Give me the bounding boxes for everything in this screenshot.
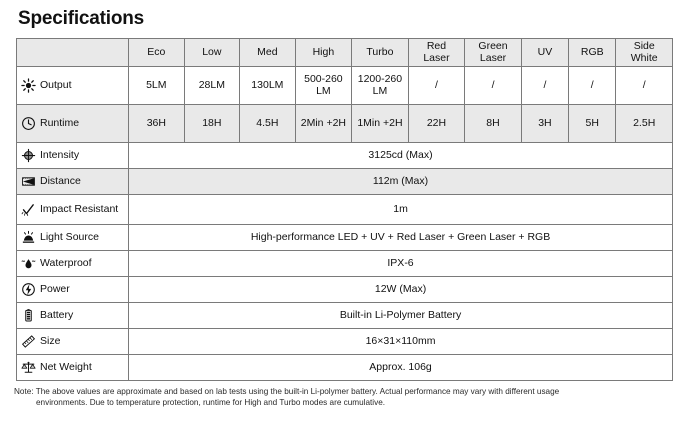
row-label-net-weight — [17, 355, 129, 381]
cell-net-weight-value: Approx. 106g — [129, 355, 673, 381]
row-label-runtime — [17, 105, 129, 143]
header-cell-low: Low — [184, 39, 240, 67]
cell-impact-resistant-value: 1m — [129, 195, 673, 225]
impact-icon — [21, 202, 36, 217]
cell-output-rgb: / — [569, 67, 616, 105]
footnote-line-2: environments. Due to temperature protection, runtime for High and Turbo modes are cumulative. — [36, 398, 386, 408]
cell-size-value: 16×31×110mm — [129, 329, 673, 355]
waterproof-icon — [21, 256, 36, 271]
row-label-net-weight-text: Net Weight — [40, 360, 92, 373]
table-row-size — [17, 329, 673, 355]
distance-icon — [21, 174, 36, 189]
power-icon — [21, 282, 36, 297]
cell-waterproof-value: IPX-6 — [129, 251, 673, 277]
sun-icon — [21, 78, 36, 93]
cell-output-eco: 5LM — [129, 67, 185, 105]
cell-output-side-white: / — [616, 67, 673, 105]
row-label-light-source-text: Light Source — [40, 230, 99, 243]
table-header-row — [17, 39, 673, 67]
row-label-output-text: Output — [40, 78, 72, 91]
footnote-line-1: Note: The above values are approximate and based on lab tests using the built-in Li-polymer battery. Actual performance may vary with different usage — [14, 387, 560, 396]
intensity-icon — [21, 148, 36, 163]
cell-output-red-laser: / — [408, 67, 465, 105]
row-label-light-source — [17, 225, 129, 251]
header-cell-eco: Eco — [129, 39, 185, 67]
cell-intensity-value: 3125cd (Max) — [129, 143, 673, 169]
header-green-laser-line1: Green — [478, 39, 508, 52]
cell-distance-value: 112m (Max) — [129, 169, 673, 195]
row-label-battery — [17, 303, 129, 329]
row-label-waterproof — [17, 251, 129, 277]
battery-icon — [21, 308, 36, 323]
cell-light-source-value: High-performance LED + UV + Red Laser + Green Laser + RGB — [129, 225, 673, 251]
row-label-output — [17, 67, 129, 105]
cell-output-low: 28LM — [184, 67, 240, 105]
header-cell-side-white — [616, 39, 673, 67]
row-label-runtime-text: Runtime — [40, 116, 80, 129]
table-row-waterproof — [17, 251, 673, 277]
specifications-page — [0, 8, 690, 442]
header-cell-med: Med — [240, 39, 296, 67]
cell-output-green-laser: / — [465, 67, 522, 105]
specifications-table — [16, 38, 673, 381]
header-side-white-line1: Side — [633, 39, 655, 52]
cell-runtime-med: 4.5H — [240, 105, 296, 143]
page-title: Specifications — [18, 8, 145, 29]
light-source-icon — [21, 230, 36, 245]
row-label-size-text: Size — [40, 334, 61, 347]
table-row-power — [17, 277, 673, 303]
scale-icon — [21, 360, 36, 375]
row-label-size — [17, 329, 129, 355]
header-cell-uv: UV — [521, 39, 568, 67]
header-red-laser-line2: Laser — [423, 51, 450, 64]
header-side-white-line2: White — [630, 51, 658, 64]
cell-output-turbo: 1200-260 LM — [352, 67, 409, 105]
row-label-distance-text: Distance — [40, 174, 81, 187]
ruler-icon — [21, 334, 36, 349]
cell-runtime-green-laser: 8H — [465, 105, 522, 143]
header-corner-cell — [17, 39, 129, 67]
cell-power-value: 12W (Max) — [129, 277, 673, 303]
header-cell-high: High — [295, 39, 352, 67]
row-label-battery-text: Battery — [40, 308, 74, 321]
clock-icon — [21, 116, 36, 131]
header-cell-green-laser — [465, 39, 522, 67]
header-green-laser-line2: Laser — [479, 51, 507, 64]
cell-runtime-uv: 3H — [521, 105, 568, 143]
row-label-power — [17, 277, 129, 303]
row-label-power-text: Power — [40, 282, 70, 295]
row-label-impact-resistant-text: Impact Resistant — [40, 202, 119, 215]
table-row-net-weight — [17, 355, 673, 381]
cell-runtime-rgb: 5H — [569, 105, 616, 143]
header-cell-red-laser — [408, 39, 465, 67]
cell-runtime-high: 2Min +2H — [295, 105, 352, 143]
table-row-intensity — [17, 143, 673, 169]
cell-runtime-turbo: 1Min +2H — [352, 105, 409, 143]
row-label-waterproof-text: Waterproof — [40, 256, 92, 269]
cell-runtime-eco: 36H — [129, 105, 185, 143]
row-label-intensity-text: Intensity — [40, 148, 80, 161]
header-cell-turbo: Turbo — [352, 39, 409, 67]
table-row-output — [17, 67, 673, 105]
cell-runtime-low: 18H — [184, 105, 240, 143]
cell-runtime-side-white: 2.5H — [616, 105, 673, 143]
header-red-laser-line1: Red — [426, 39, 447, 52]
cell-output-med: 130LM — [240, 67, 296, 105]
table-row-runtime — [17, 105, 673, 143]
row-label-distance — [17, 169, 129, 195]
table-row-battery — [17, 303, 673, 329]
cell-output-high: 500-260 LM — [295, 67, 352, 105]
table-footnote — [14, 386, 678, 408]
row-label-intensity — [17, 143, 129, 169]
header-cell-rgb: RGB — [569, 39, 616, 67]
table-row-light-source — [17, 225, 673, 251]
cell-output-uv: / — [521, 67, 568, 105]
table-row-distance — [17, 169, 673, 195]
cell-runtime-red-laser: 22H — [408, 105, 465, 143]
row-label-impact-resistant — [17, 195, 129, 225]
cell-battery-value: Built-in Li-Polymer Battery — [129, 303, 673, 329]
table-row-impact-resistant — [17, 195, 673, 225]
